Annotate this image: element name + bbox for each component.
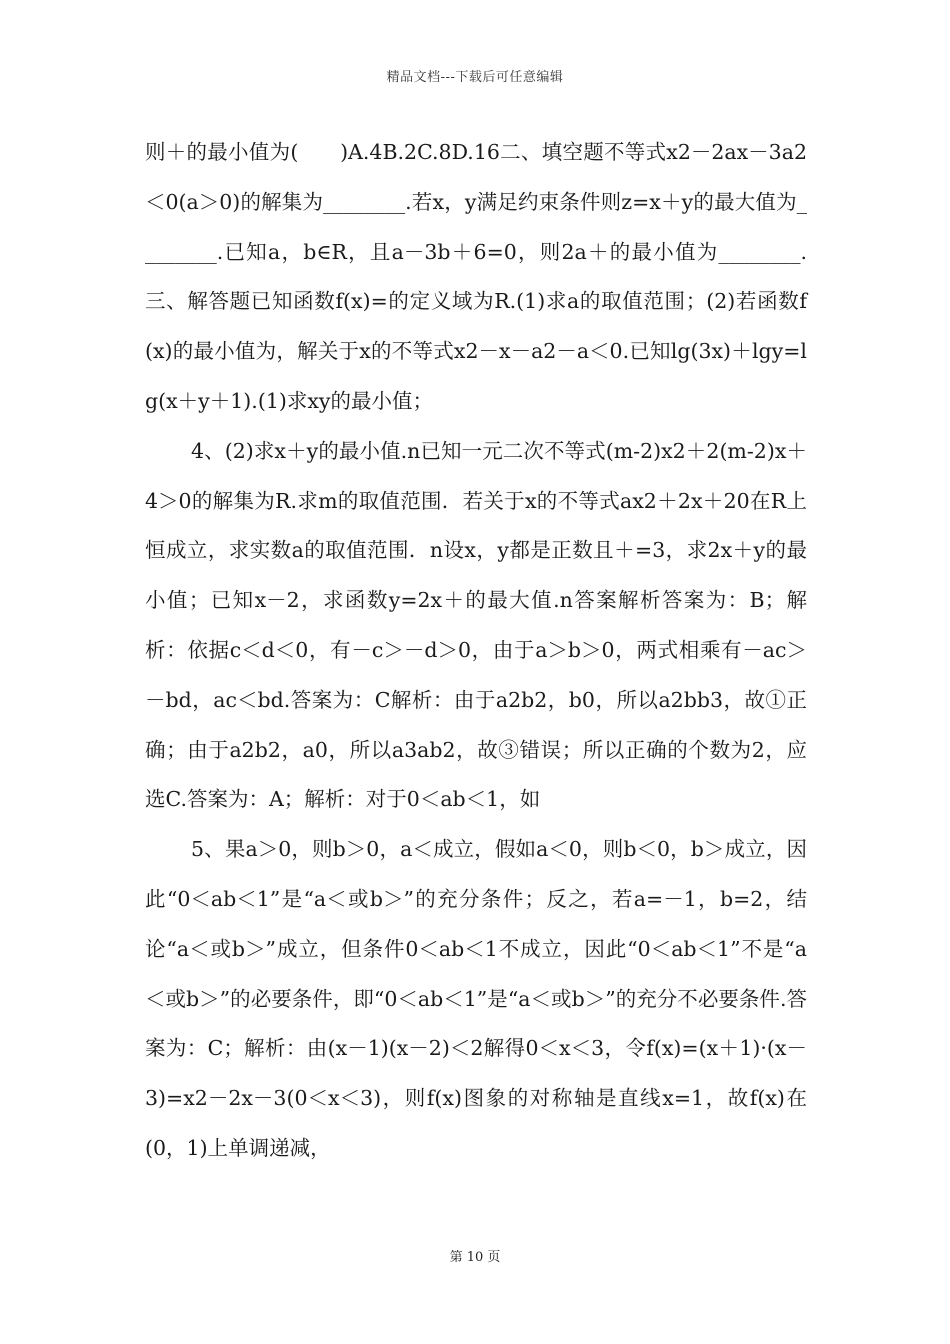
page-header: 精品文档---下载后可任意编辑 — [386, 70, 564, 85]
paragraph-3: 5、果a＞0，则b＞0，a＜成立，假如a＜0，则b＜0，b＞成立，因此“0＜ab＜1”是“a＜或b＞”的充分条件；反之，若a=－1，b=2，结论“a＜或b＞”成立，但条件0＜ab＜1不成立，因此“0＜ab＜1”不是“a＜或b＞”的必要条件，即“0＜ab＜1”是“a＜或b＞”的充分不必要条件.答案为：C；解析：由(x－1)(x－2)＜2解得0＜x＜3，令f(x)=(x＋1)·(x－3)=x2－2x－3(0＜x＜3)，则f(x)图象的对称轴是直线x=1，故f(x)在(0，1)上单调递减， — [145, 837, 807, 1160]
paragraph-1: 则＋的最小值为( )A.4B.2C.8D.16二、填空题不等式x2－2ax－3a2＜0(a＞0)的解集为________.若x，y满足约束条件则z=x＋y的最大值为________.已知a，b∈R，且a－3b＋6=0，则2a＋的最小值为________.三、解答题已知函数f(x)=的定义域为R.(1)求a的取值范围；(2)若函数f(x)的最小值为，解关于x的不等式x2－x－a2－a＜0.已知lg(3x)＋lgy=lg(x＋y＋1).(1)求xy的最小值； — [145, 140, 807, 413]
paragraph-2: 4、(2)求x＋y的最小值.n已知一元二次不等式(m-2)x2＋2(m-2)x＋4＞0的解集为R.求m的取值范围．若关于x的不等式ax2＋2x＋20在R上恒成立，求实数a的取值范围．n设x，y都是正数且＋=3，求2x＋y的最小值；已知x－2，求函数y=2x＋的最大值.n答案解析答案为：B；解析：依据c＜d＜0，有－c＞－d＞0，由于a＞b＞0，两式相乘有－ac＞－bd，ac＜bd.答案为：C解析：由于a2b2，b0，所以a2bb3，故①正确；由于a2b2，a0，所以a3ab2，故③错误；所以正确的个数为2，应选C.答案为：A；解析：对于0＜ab＜1，如 — [145, 438, 807, 812]
document-body — [145, 128, 807, 1174]
page-number: 第 10 页 — [449, 1250, 501, 1265]
